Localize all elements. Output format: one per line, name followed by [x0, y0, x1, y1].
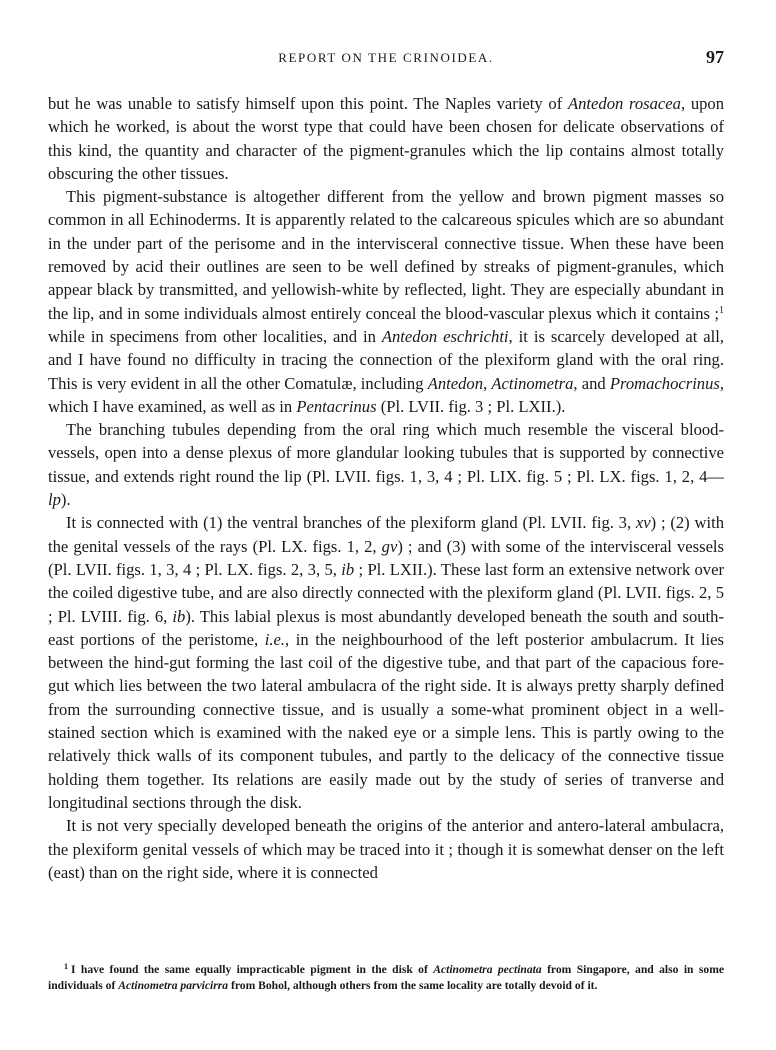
page-header — [48, 47, 724, 74]
text-run: , which I have examined, as well as in — [48, 373, 725, 416]
body-text — [48, 92, 724, 884]
footnote-ref: 1 — [719, 304, 724, 316]
italic-term: Antedon rosacea — [567, 94, 681, 113]
italic-term: xv — [635, 513, 651, 533]
italic-term: i.e. — [264, 629, 286, 649]
italic-term: Antedon eschrichti — [381, 326, 509, 346]
text-run: ). This labial plexus is most abundantly developed beneath the south and south-east portions of the peristome, — [48, 606, 724, 649]
italic-term: Pentacrinus — [296, 396, 377, 416]
italic-term: Actinometra pectinata — [433, 963, 542, 976]
paragraph-4 — [48, 511, 724, 814]
italic-term: lp — [48, 490, 61, 510]
text-run: ). — [60, 490, 71, 510]
text-run: ) ; (2) with the genital vessels of the rays (Pl. LX. figs. 1, 2, — [48, 513, 724, 556]
running-head: REPORT ON THE CRINOIDEA. — [278, 50, 494, 65]
paragraph-3 — [48, 418, 724, 511]
text-run: while in specimens from other localities, and in — [48, 326, 382, 346]
text-run: ; Pl. LXII.). These last form an extensive network over the coiled digestive tube, and are also directly connected with the plexiform gland (Pl. LVII. figs. 2, 5 ; Pl. LVIII. fig. 6, — [48, 559, 724, 626]
page-number: 97 — [706, 47, 724, 67]
italic-term: Promachocrinus — [609, 373, 720, 393]
text-run: , in the neighbourhood of the left posterior ambulacrum. It lies between the hind-gut forming the last coil of the digestive tube, and that part of the capacious fore-gut which lies between the two lateral ambulacra of the right side. It is always pretty sharply defined from the surrounding connective tissue, and is usually a some-what prominent object in a well-stained section which is examined with the naked eye or a simple lens. This is partly owing to the relatively thick walls of its component tubules, and partly to the delicacy of the connective tissue holding them together. Its relations are easily made out by the study of series of tranverse and longitudinal sections through the disk. — [48, 629, 724, 812]
text-run: This pigment-substance is altogether different from the yellow and brown pigment masses so common in all Echinoderms. It is apparently related to the calcareous spicules which are so abundant in the under part of the perisome and in the intervisceral connective tissue. When these have been removed by acid their outlines are seen to be well defined by streaks of pigment-granules, which appear black by transmitted, and yellowish-white by reflected, light. They are especially abundant in the lip, and in some individuals almost entirely conceal the blood-vascular plexus which it contains ; — [48, 187, 724, 323]
text-run: (Pl. LVII. fig. 3 ; Pl. LXII.). — [376, 396, 566, 416]
italic-term: Actinometra — [491, 373, 574, 393]
paragraph-1 — [48, 92, 724, 185]
text-run: I have found the same equally impracticable pigment in the disk of — [71, 963, 434, 976]
footnote-1 — [48, 962, 724, 994]
paragraph-2 — [48, 185, 724, 418]
footnotes — [48, 962, 724, 994]
text-run: It is connected with (1) the ventral branches of the plexiform gland (Pl. LVII. fig. 3, — [66, 513, 636, 533]
text-run: The branching tubules depending from the oral ring which much resemble the visceral blood-vessels, open into a dense plexus of more glandular looking tubules that is supported by connective tissue, and extends right round the lip (Pl. LVII. figs. 1, 3, 4 ; Pl. LIX. fig. 5 ; Pl. LX. figs. 1, 2, 4— — [48, 420, 724, 486]
paragraph-5 — [48, 814, 724, 884]
text-run: , — [483, 373, 492, 393]
italic-term: Antedon — [427, 373, 483, 393]
text-run: It is not very specially developed beneath the origins of the anterior and antero-lateral ambulacra, the plexiform genital vessels of which may be traced into it ; though it is somewhat denser on the left (east) than on the right side, where it is connected — [48, 816, 724, 882]
text-run: , and — [573, 373, 610, 393]
italic-term: ib — [172, 606, 186, 626]
text-run: , it is scarcely developed at all, and I have found no difficulty in tracing the connection of the plexiform gland with the oral ring. This is very evident in all the other Comatulæ, including — [48, 326, 724, 393]
italic-term: gv — [381, 536, 398, 556]
text-run: but he was unable to satisfy himself upon this point. The Naples variety of — [48, 94, 568, 113]
footnote-mark: 1 — [64, 962, 68, 971]
text-run: , upon which he worked, is about the worst type that could have been chosen for delicate observations of this kind, the quantity and character of the pigment-granules which the lip contains almost totally obscuring the other tissues. — [48, 94, 724, 183]
text-run: ) ; and (3) with some of the intervisceral vessels (Pl. LVII. figs. 1, 3, 4 ; Pl. LX. figs. 2, 3, 5, — [48, 536, 724, 579]
text-run: from Singapore, and also in some individuals of — [48, 963, 724, 992]
text-run: from Bohol, although others from the same locality are totally devoid of it. — [228, 979, 598, 992]
italic-term: Actinometra parvicirra — [118, 979, 229, 992]
italic-term: ib — [341, 559, 355, 579]
